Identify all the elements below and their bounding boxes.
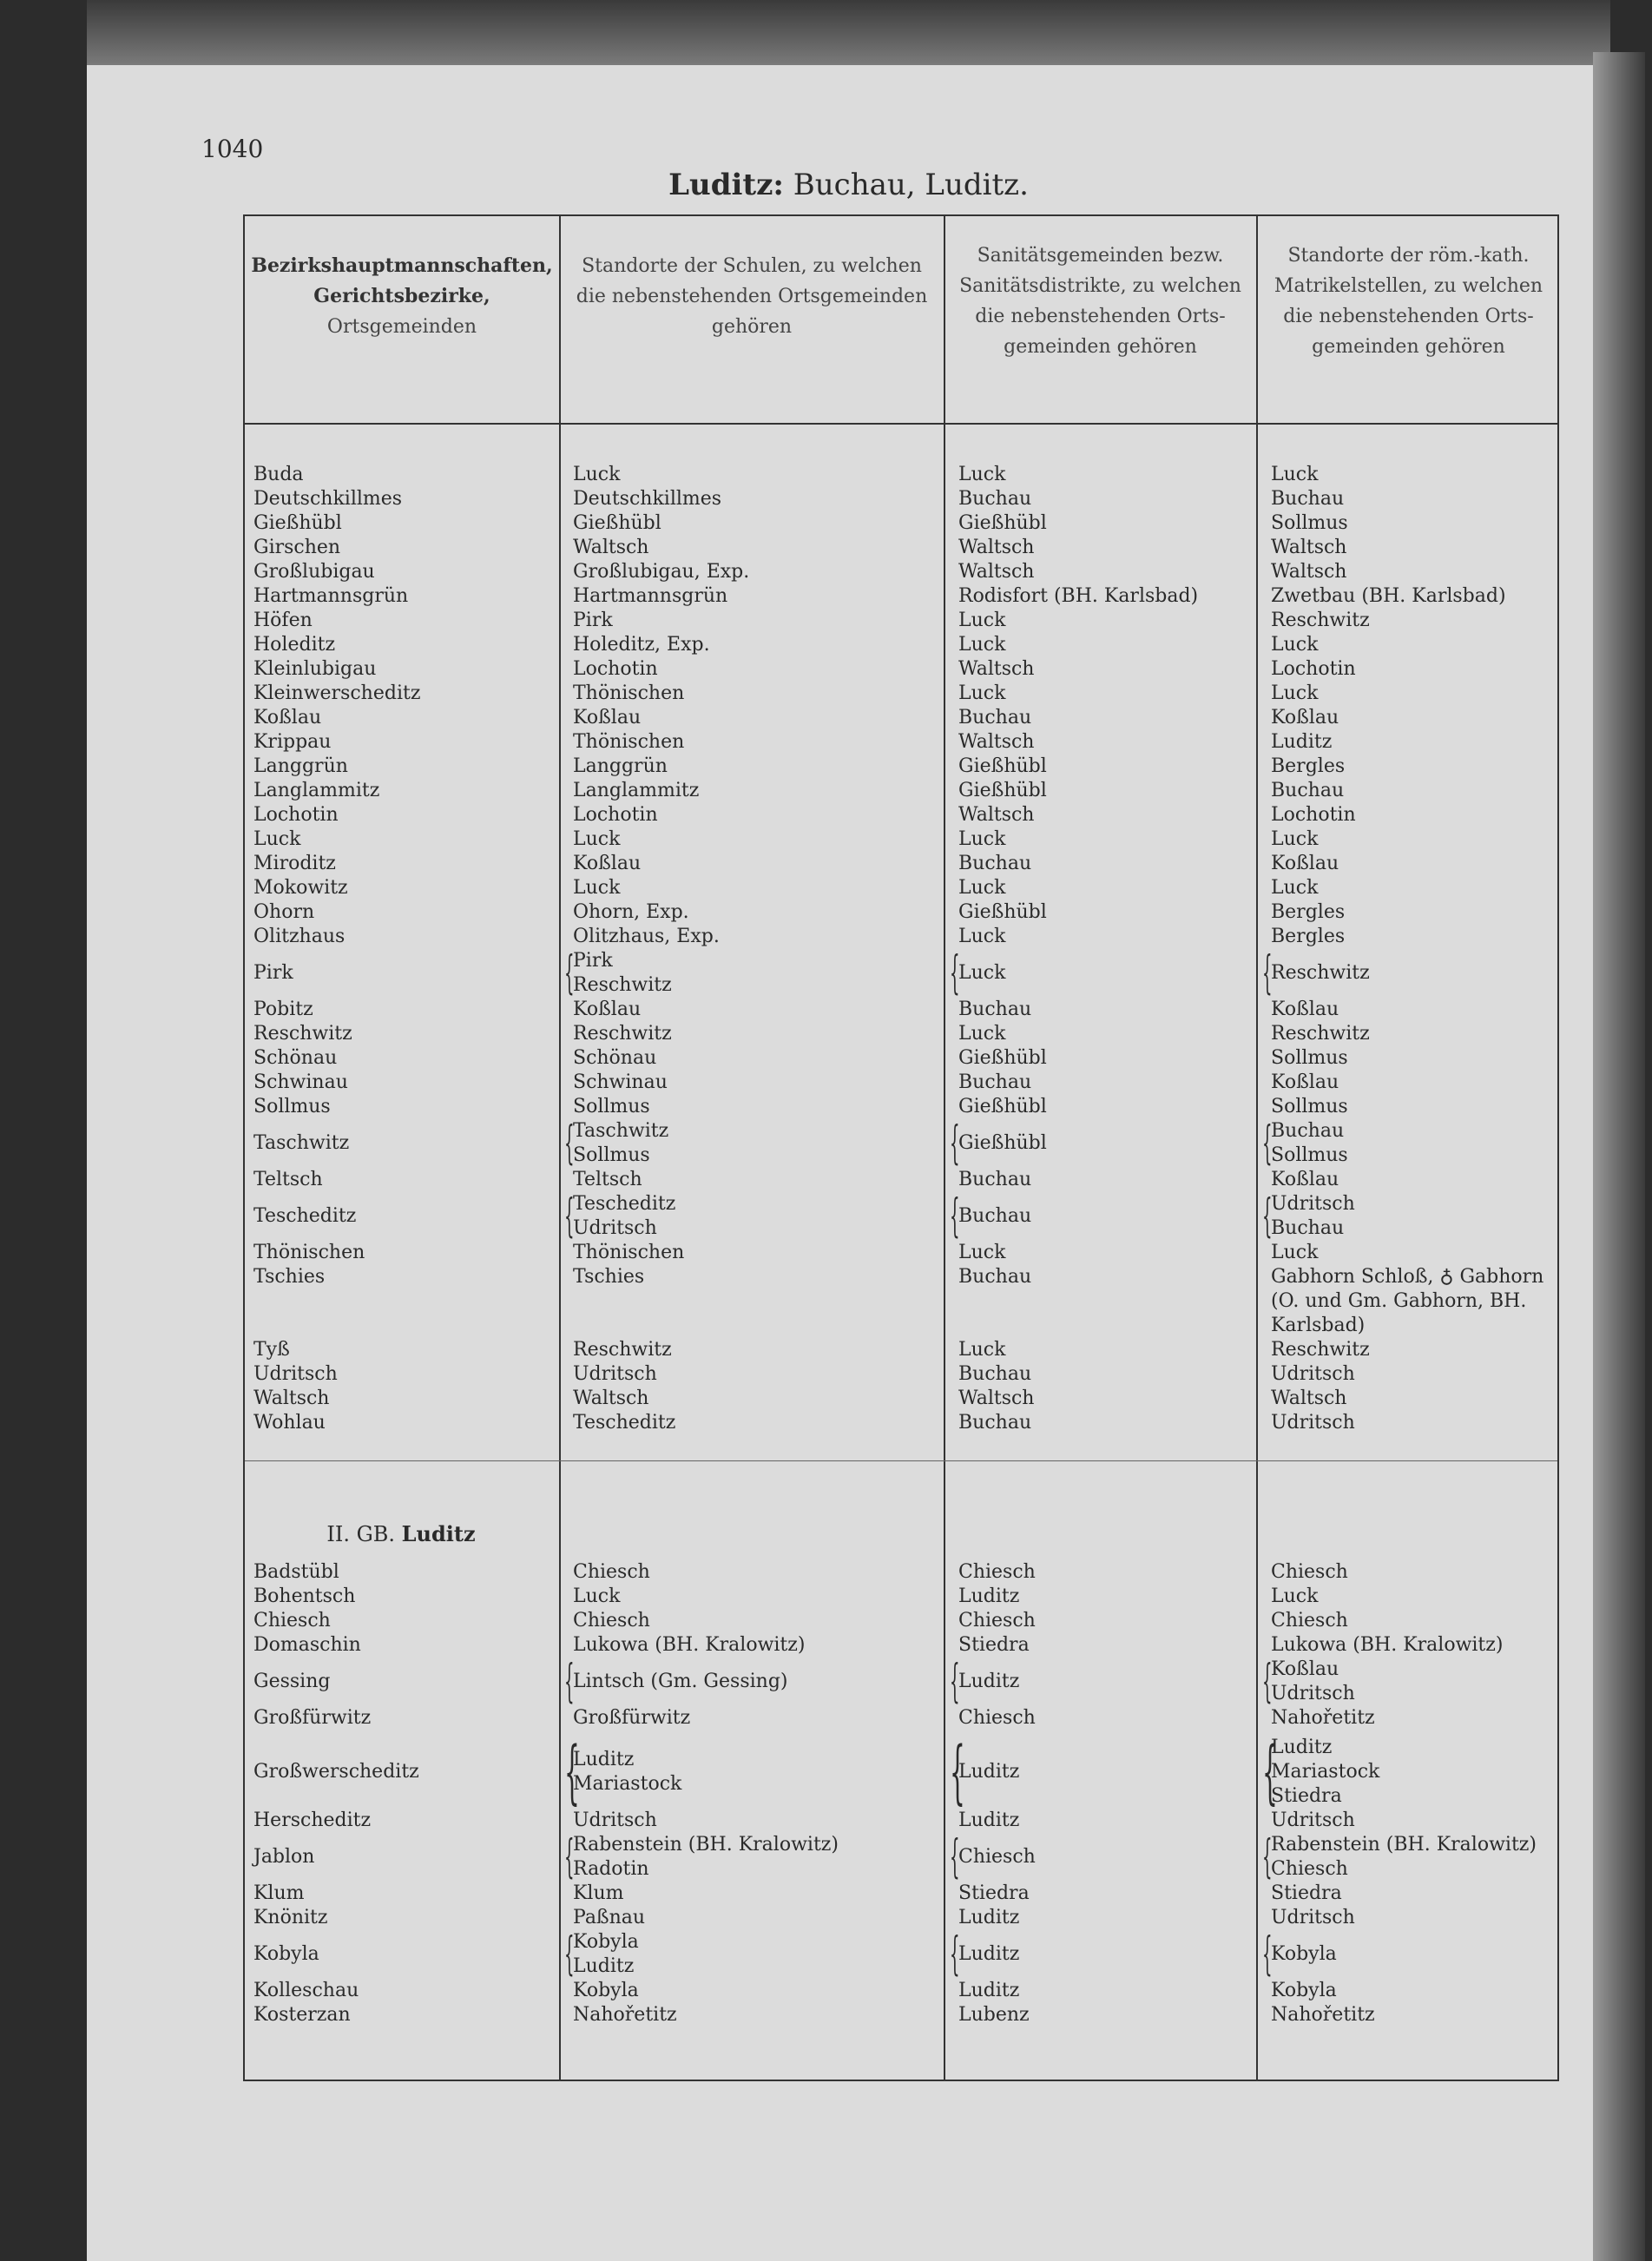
- parish-registry: Luditz: [1271, 1737, 1333, 1758]
- place-name: Pirk: [253, 962, 293, 984]
- sanitary-district: Luck: [958, 1023, 1006, 1045]
- brace-icon: {: [564, 1731, 580, 1812]
- school-location: Luditz: [573, 1955, 635, 1977]
- page-title: [87, 168, 1610, 202]
- column-divider: [559, 216, 561, 2080]
- place-name: Krippau: [253, 731, 332, 753]
- school-location: Koßlau: [573, 999, 642, 1020]
- title-bold: Luditz:: [668, 168, 784, 202]
- place-name: Reschwitz: [253, 1023, 352, 1045]
- parish-registry: (O. und Gm. Gabhorn, BH.: [1271, 1290, 1527, 1312]
- header-col3: [945, 241, 1255, 362]
- parish-registry: Chiesch: [1271, 1858, 1348, 1880]
- brace-icon: {: [950, 1117, 960, 1170]
- school-location: Gießhübl: [573, 512, 661, 534]
- place-name: Koßlau: [253, 707, 322, 728]
- parish-registry: Luditz: [1271, 731, 1333, 753]
- brace-icon: {: [564, 1831, 575, 1883]
- school-location: Koßlau: [573, 853, 642, 874]
- school-location: Langgrün: [573, 755, 668, 777]
- school-location: Tescheditz: [573, 1412, 676, 1434]
- sanitary-district: Luck: [958, 610, 1006, 631]
- school-location: Holeditz, Exp.: [573, 634, 710, 656]
- place-name: Sollmus: [253, 1096, 331, 1117]
- document-page: [87, 0, 1610, 2261]
- place-name: Deutschkillmes: [253, 488, 403, 510]
- sanitary-district: Buchau: [958, 1071, 1032, 1093]
- school-location: Sollmus: [573, 1144, 650, 1166]
- school-location: Lintsch (Gm. Gessing): [573, 1671, 788, 1692]
- school-location: Reschwitz: [573, 1023, 672, 1045]
- school-location: Thönischen: [573, 682, 685, 704]
- school-location: Luck: [573, 828, 621, 850]
- parish-registry: Luck: [1271, 1242, 1319, 1263]
- sanitary-district: Luck: [958, 1339, 1006, 1361]
- place-name: Herscheditz: [253, 1809, 372, 1831]
- school-location: Pirk: [573, 610, 613, 631]
- sanitary-district: Buchau: [958, 1363, 1032, 1385]
- school-location: Luck: [573, 1585, 621, 1607]
- school-location: Luck: [573, 877, 621, 899]
- sanitary-district: Buchau: [958, 488, 1032, 510]
- sanitary-district: Luditz: [958, 1943, 1020, 1965]
- school-location: Kobyla: [573, 1980, 639, 2001]
- place-name: Kleinwerscheditz: [253, 682, 421, 704]
- school-location: Udritsch: [573, 1363, 657, 1385]
- school-location: Luditz: [573, 1749, 635, 1770]
- sanitary-district: Gießhübl: [958, 780, 1047, 801]
- school-location: Waltsch: [573, 537, 649, 558]
- parish-registry: Rabenstein (BH. Kralowitz): [1271, 1834, 1537, 1856]
- subheading-name: Luditz: [401, 1521, 476, 1546]
- sanitary-district: Luck: [958, 962, 1006, 984]
- place-name: Kobyla: [253, 1943, 319, 1965]
- school-location: Chiesch: [573, 1610, 650, 1631]
- sanitary-district: Rodisfort (BH. Karlsbad): [958, 585, 1199, 607]
- parish-registry: Zwetbau (BH. Karlsbad): [1271, 585, 1506, 607]
- parish-registry: Bergles: [1271, 901, 1346, 923]
- parish-registry: Koßlau: [1271, 1071, 1339, 1093]
- header-col2-line3: gehören: [711, 316, 793, 338]
- header-col4-line2: Matrikelstellen, zu welchen: [1274, 275, 1543, 297]
- parish-registry: Koßlau: [1271, 707, 1339, 728]
- header-col1: [245, 251, 559, 342]
- school-location: Lochotin: [573, 658, 658, 680]
- parish-registry: Luck: [1271, 877, 1319, 899]
- school-location: Paßnau: [573, 1907, 646, 1928]
- parish-registry: Sollmus: [1271, 1144, 1348, 1166]
- parish-registry: Reschwitz: [1271, 1339, 1370, 1361]
- place-name: Girschen: [253, 537, 341, 558]
- place-name: Thönischen: [253, 1242, 365, 1263]
- parish-registry: Chiesch: [1271, 1610, 1348, 1631]
- school-location: Reschwitz: [573, 974, 672, 996]
- school-location: Ohorn, Exp.: [573, 901, 689, 923]
- sanitary-district: Buchau: [958, 1266, 1032, 1288]
- brace-icon: {: [564, 1190, 575, 1243]
- parish-registry: Reschwitz: [1271, 962, 1370, 984]
- brace-icon: {: [950, 1731, 965, 1812]
- school-location: Rabenstein (BH. Kralowitz): [573, 1834, 839, 1856]
- parish-registry: Stiedra: [1271, 1882, 1342, 1904]
- school-location: Schönau: [573, 1047, 657, 1069]
- place-name: Waltsch: [253, 1388, 330, 1409]
- sanitary-district: Lubenz: [958, 2004, 1030, 2026]
- parish-registry: Buchau: [1271, 488, 1345, 510]
- sanitary-district: Chiesch: [958, 1846, 1036, 1868]
- parish-registry: Mariastock: [1271, 1761, 1380, 1783]
- sanitary-district: Luditz: [958, 1585, 1020, 1607]
- sanitary-district: Waltsch: [958, 804, 1035, 826]
- title-rest: Buchau, Luditz.: [793, 168, 1029, 202]
- sanitary-district: Buchau: [958, 1205, 1032, 1227]
- brace-icon: {: [1262, 1831, 1273, 1883]
- header-col4-line3: die nebenstehenden Orts-: [1283, 306, 1534, 327]
- brace-icon: {: [950, 947, 960, 999]
- place-name: Klum: [253, 1882, 305, 1904]
- parish-registry: Bergles: [1271, 926, 1346, 947]
- brace-icon: {: [564, 1928, 575, 1981]
- sanitary-district: Buchau: [958, 999, 1032, 1020]
- place-name: Gießhübl: [253, 512, 342, 534]
- header-divider: [245, 423, 1557, 425]
- parish-registry: Udritsch: [1271, 1809, 1355, 1831]
- parish-registry: Nahořetitz: [1271, 1707, 1375, 1729]
- sanitary-district: Chiesch: [958, 1707, 1036, 1729]
- header-col3-line1: Sanitätsgemeinden bezw.: [977, 245, 1224, 267]
- place-name: Hartmannsgrün: [253, 585, 409, 607]
- parish-registry: Karlsbad): [1271, 1315, 1366, 1336]
- header-col3-line3: die nebenstehenden Orts-: [975, 306, 1226, 327]
- school-location: Tschies: [573, 1266, 645, 1288]
- place-name: Großlubigau: [253, 561, 375, 583]
- header-col1-line1: Bezirkshauptmannschaften,: [251, 254, 553, 277]
- parish-registry: Waltsch: [1271, 537, 1347, 558]
- subheading-prefix: II. GB.: [326, 1522, 396, 1546]
- school-location: Großlubigau, Exp.: [573, 561, 750, 583]
- sanitary-district: Luditz: [958, 1761, 1020, 1783]
- place-name: Schwinau: [253, 1071, 348, 1093]
- school-location: Udritsch: [573, 1809, 657, 1831]
- parish-registry: Waltsch: [1271, 1388, 1347, 1409]
- school-location: Nahořetitz: [573, 2004, 677, 2026]
- sanitary-district: Gießhübl: [958, 1096, 1047, 1117]
- place-name: Tschies: [253, 1266, 326, 1288]
- column-divider: [944, 216, 945, 2080]
- sanitary-district: Gießhübl: [958, 755, 1047, 777]
- parish-registry: Reschwitz: [1271, 610, 1370, 631]
- sanitary-district: Buchau: [958, 1169, 1032, 1190]
- school-location: Langlammitz: [573, 780, 700, 801]
- sanitary-district: Luck: [958, 926, 1006, 947]
- school-location: Udritsch: [573, 1217, 657, 1239]
- school-location: Kobyla: [573, 1931, 639, 1953]
- scan-top-edge: [87, 0, 1610, 65]
- sanitary-district: Chiesch: [958, 1561, 1036, 1583]
- sanitary-district: Gießhübl: [958, 512, 1047, 534]
- brace-icon: {: [950, 1190, 960, 1243]
- parish-registry: Udritsch: [1271, 1363, 1355, 1385]
- place-name: Lochotin: [253, 804, 339, 826]
- sanitary-district: Luck: [958, 464, 1006, 485]
- parish-registry: Buchau: [1271, 1217, 1345, 1239]
- school-location: Tescheditz: [573, 1193, 676, 1215]
- column-divider: [1256, 216, 1258, 2080]
- brace-icon: {: [1262, 1928, 1273, 1981]
- place-name: Holeditz: [253, 634, 336, 656]
- header-col1-line3: Ortsgemeinden: [326, 316, 477, 338]
- place-name: Bohentsch: [253, 1585, 356, 1607]
- sanitary-district: Luck: [958, 682, 1006, 704]
- school-location: Mariastock: [573, 1773, 682, 1795]
- section-divider: [245, 1460, 1557, 1461]
- school-location: Reschwitz: [573, 1339, 672, 1361]
- place-name: Wohlau: [253, 1412, 326, 1434]
- brace-icon: {: [564, 947, 575, 999]
- sanitary-district: Buchau: [958, 707, 1032, 728]
- school-location: Klum: [573, 1882, 624, 1904]
- page-number: 1040: [201, 135, 264, 163]
- parish-registry: Lochotin: [1271, 658, 1356, 680]
- brace-icon: {: [564, 1117, 575, 1170]
- school-location: Radotin: [573, 1858, 649, 1880]
- school-location: Schwinau: [573, 1071, 668, 1093]
- place-name: Gessing: [253, 1671, 331, 1692]
- parish-registry: Udritsch: [1271, 1683, 1355, 1704]
- parish-registry: Udritsch: [1271, 1193, 1355, 1215]
- parish-registry: Lukowa (BH. Kralowitz): [1271, 1634, 1504, 1656]
- header-col2-line2: die nebenstehenden Ortsgemeinden: [576, 286, 928, 307]
- header-col2-line1: Standorte der Schulen, zu welchen: [582, 255, 922, 277]
- school-location: Waltsch: [573, 1388, 649, 1409]
- sanitary-district: Gießhübl: [958, 1047, 1047, 1069]
- parish-registry: Sollmus: [1271, 512, 1348, 534]
- sanitary-district: Luck: [958, 877, 1006, 899]
- sanitary-district: Stiedra: [958, 1882, 1030, 1904]
- place-name: Tescheditz: [253, 1205, 357, 1227]
- header-col2: [561, 251, 943, 342]
- place-name: Kleinlubigau: [253, 658, 377, 680]
- place-name: Großwerscheditz: [253, 1761, 419, 1783]
- parish-registry: Chiesch: [1271, 1561, 1348, 1583]
- school-location: Lukowa (BH. Kralowitz): [573, 1634, 806, 1656]
- sanitary-district: Gießhübl: [958, 901, 1047, 923]
- place-name: Langlammitz: [253, 780, 380, 801]
- place-name: Olitzhaus: [253, 926, 346, 947]
- sanitary-district: Luditz: [958, 1980, 1020, 2001]
- parish-registry: Sollmus: [1271, 1096, 1348, 1117]
- place-name: Pobitz: [253, 999, 313, 1020]
- place-name: Jablon: [253, 1846, 315, 1868]
- parish-registry: Nahořetitz: [1271, 2004, 1375, 2026]
- place-name: Buda: [253, 464, 304, 485]
- place-name: Knönitz: [253, 1907, 328, 1928]
- school-location: Taschwitz: [573, 1120, 669, 1142]
- parish-registry: Buchau: [1271, 1120, 1345, 1142]
- parish-registry: Koßlau: [1271, 999, 1339, 1020]
- place-name: Schönau: [253, 1047, 338, 1069]
- header-col4-line1: Standorte der röm.-kath.: [1287, 245, 1530, 267]
- place-name: Badstübl: [253, 1561, 339, 1583]
- place-name: Domaschin: [253, 1634, 361, 1656]
- sanitary-district: Luditz: [958, 1671, 1020, 1692]
- brace-icon: {: [1262, 947, 1273, 999]
- parish-registry: Bergles: [1271, 755, 1346, 777]
- parish-registry: Waltsch: [1271, 561, 1347, 583]
- place-name: Kosterzan: [253, 2004, 351, 2026]
- parish-registry: Luck: [1271, 828, 1319, 850]
- parish-registry: Luck: [1271, 1585, 1319, 1607]
- place-name: Höfen: [253, 610, 313, 631]
- sanitary-district: Stiedra: [958, 1634, 1030, 1656]
- school-location: Thönischen: [573, 731, 685, 753]
- sanitary-district: Buchau: [958, 853, 1032, 874]
- header-col4-line4: gemeinden gehören: [1312, 336, 1505, 358]
- place-name: Mokowitz: [253, 877, 348, 899]
- brace-icon: {: [950, 1656, 960, 1708]
- school-location: Olitzhaus, Exp.: [573, 926, 720, 947]
- brace-icon: {: [564, 1656, 575, 1708]
- place-name: Tyß: [253, 1339, 290, 1361]
- parish-registry: Kobyla: [1271, 1980, 1337, 2001]
- parish-registry: Stiedra: [1271, 1785, 1342, 1807]
- parish-registry: Luck: [1271, 682, 1319, 704]
- header-col4: [1258, 241, 1559, 362]
- parish-registry: Kobyla: [1271, 1943, 1337, 1965]
- header-col1-line2: Gerichtsbezirke,: [313, 285, 490, 307]
- sanitary-district: Waltsch: [958, 561, 1035, 583]
- place-name: Großfürwitz: [253, 1707, 372, 1729]
- sanitary-district: Luck: [958, 828, 1006, 850]
- sanitary-district: Waltsch: [958, 731, 1035, 753]
- subheading: [245, 1521, 557, 1546]
- place-name: Langgrün: [253, 755, 348, 777]
- place-name: Chiesch: [253, 1610, 331, 1631]
- brace-icon: {: [950, 1831, 960, 1883]
- parish-registry: Udritsch: [1271, 1907, 1355, 1928]
- sanitary-district: Gießhübl: [958, 1132, 1047, 1154]
- school-location: Luck: [573, 464, 621, 485]
- place-name: Ohorn: [253, 901, 315, 923]
- parish-registry: Lochotin: [1271, 804, 1356, 826]
- place-name: Udritsch: [253, 1363, 338, 1385]
- sanitary-district: Waltsch: [958, 658, 1035, 680]
- brace-icon: {: [1262, 1190, 1273, 1243]
- brace-icon: {: [1262, 1656, 1273, 1708]
- school-location: Hartmannsgrün: [573, 585, 728, 607]
- parish-registry: Luck: [1271, 464, 1319, 485]
- sanitary-district: Chiesch: [958, 1610, 1036, 1631]
- brace-icon: {: [1262, 1731, 1278, 1812]
- parish-registry: Gabhorn Schloß, ♁ Gabhorn: [1271, 1266, 1544, 1288]
- parish-registry: Koßlau: [1271, 1658, 1339, 1680]
- sanitary-district: Luditz: [958, 1809, 1020, 1831]
- parish-registry: Buchau: [1271, 780, 1345, 801]
- school-location: Sollmus: [573, 1096, 650, 1117]
- place-name: Kolleschau: [253, 1980, 359, 2001]
- sanitary-district: Waltsch: [958, 537, 1035, 558]
- parish-registry: Sollmus: [1271, 1047, 1348, 1069]
- place-name: Teltsch: [253, 1169, 323, 1190]
- school-location: Teltsch: [573, 1169, 642, 1190]
- place-name: Taschwitz: [253, 1132, 350, 1154]
- school-location: Koßlau: [573, 707, 642, 728]
- gazetteer-table: [243, 214, 1559, 2081]
- parish-registry: Koßlau: [1271, 853, 1339, 874]
- brace-icon: {: [1262, 1117, 1273, 1170]
- school-location: Lochotin: [573, 804, 658, 826]
- school-location: Großfürwitz: [573, 1707, 691, 1729]
- school-location: Thönischen: [573, 1242, 685, 1263]
- scan-right-edge: [1593, 52, 1645, 2261]
- school-location: Deutschkillmes: [573, 488, 722, 510]
- place-name: Luck: [253, 828, 301, 850]
- sanitary-district: Buchau: [958, 1412, 1032, 1434]
- sanitary-district: Waltsch: [958, 1388, 1035, 1409]
- parish-registry: Koßlau: [1271, 1169, 1339, 1190]
- school-location: Chiesch: [573, 1561, 650, 1583]
- parish-registry: Luck: [1271, 634, 1319, 656]
- school-location: Pirk: [573, 950, 613, 972]
- place-name: Miroditz: [253, 853, 336, 874]
- header-col3-line4: gemeinden gehören: [1004, 336, 1197, 358]
- brace-icon: {: [950, 1928, 960, 1981]
- sanitary-district: Luck: [958, 1242, 1006, 1263]
- sanitary-district: Luck: [958, 634, 1006, 656]
- sanitary-district: Luditz: [958, 1907, 1020, 1928]
- parish-registry: Udritsch: [1271, 1412, 1355, 1434]
- header-col3-line2: Sanitätsdistrikte, zu welchen: [959, 275, 1241, 297]
- parish-registry: Reschwitz: [1271, 1023, 1370, 1045]
